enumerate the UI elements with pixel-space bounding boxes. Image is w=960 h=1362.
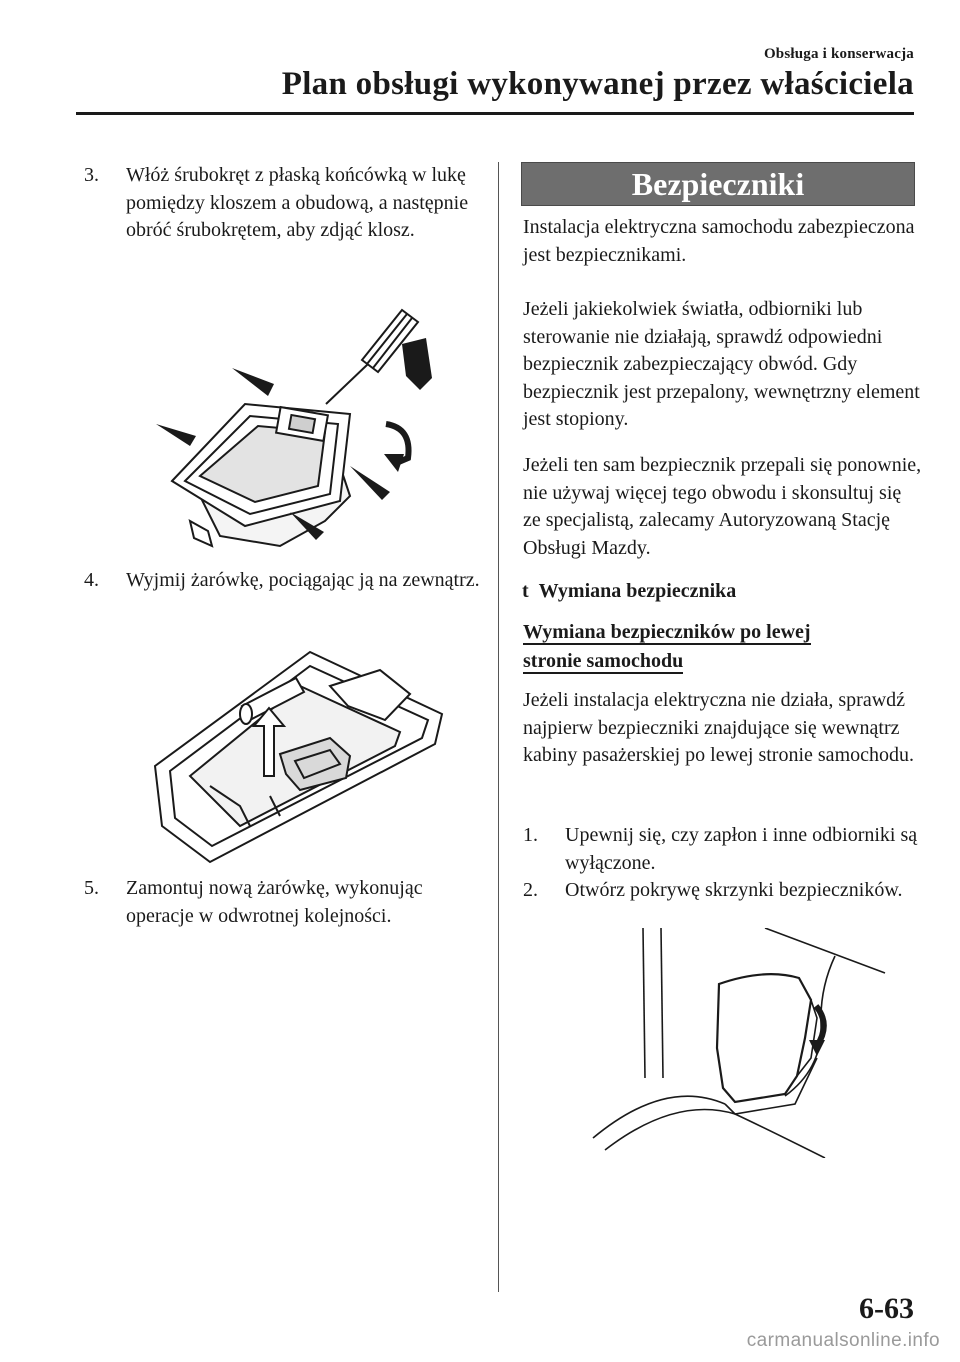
paragraph-check-left-side: Jeżeli instalacja elektryczna nie działa, sprawdź najpierw bezpieczniki znajdujące się wewnątrz kabiny pasażerskiej po lewej stronie samochodu. <box>523 689 914 766</box>
step-text: Upewnij się, czy zapłon i inne odbiorniki są wyłączone. <box>565 824 918 874</box>
paragraph-intro: Instalacja elektryczna samochodu zabezpieczona jest bezpiecznikami. <box>523 216 915 266</box>
lens-removal-illustration <box>150 296 450 551</box>
step-4 <box>84 567 484 595</box>
fuse-box-cover-illustration <box>585 928 890 1158</box>
watermark: carmanualsonline.info <box>746 1330 940 1351</box>
step-3 <box>84 162 484 245</box>
step-number: 4. <box>84 569 99 591</box>
column-divider <box>498 162 499 1292</box>
subheading-text: Wymiana bezpiecznika <box>538 580 737 602</box>
page-title: Plan obsługi wykonywanej przez właściciela <box>281 66 914 102</box>
subheading-marker: t <box>522 580 529 602</box>
step-1 <box>523 822 923 877</box>
step-number: 1. <box>523 824 538 846</box>
paragraph-repeat-blow: Jeżeli ten sam bezpiecznik przepali się ponownie, nie używaj więcej tego obwodu i skonsultuj się ze specjalistą, zalecamy Autoryzowaną Stację Obsługi Mazdy. <box>523 454 922 559</box>
header-section-label: Obsługa i konserwacja <box>763 46 914 62</box>
header-rule <box>76 112 914 115</box>
step-number: 2. <box>523 879 538 901</box>
subsubheading-left-side: Wymiana bezpieczników po lewej stronie samochodu <box>523 621 811 672</box>
step-2 <box>523 877 923 905</box>
step-text: Zamontuj nową żarówkę, wykonując operacje w odwrotnej kolejności. <box>126 877 423 927</box>
step-number: 3. <box>84 164 99 186</box>
step-text: Wyjmij żarówkę, pociągając ją na zewnątrz. <box>126 569 480 591</box>
step-5 <box>84 875 484 930</box>
paragraph-check-fuse: Jeżeli jakiekolwiek światła, odbiorniki lub sterowanie nie działają, sprawdź odpowiedni bezpiecznik zabezpieczający obwód. Gdy bezpiecznik jest przepalony, wewnętrzny element jest stopiony. <box>523 298 920 430</box>
step-number: 5. <box>84 877 99 899</box>
subheading-fuse-replacement <box>522 580 736 603</box>
page-number: 6-63 <box>859 1292 914 1325</box>
step-text: Otwórz pokrywę skrzynki bezpieczników. <box>565 879 903 901</box>
section-banner: Bezpieczniki <box>521 162 915 206</box>
bulb-removal-illustration <box>150 646 450 866</box>
step-text: Włóż śrubokręt z płaską końcówką w lukę pomiędzy kloszem a obudową, a następnie obróć śrubokrętem, aby zdjąć klosz. <box>126 164 469 241</box>
